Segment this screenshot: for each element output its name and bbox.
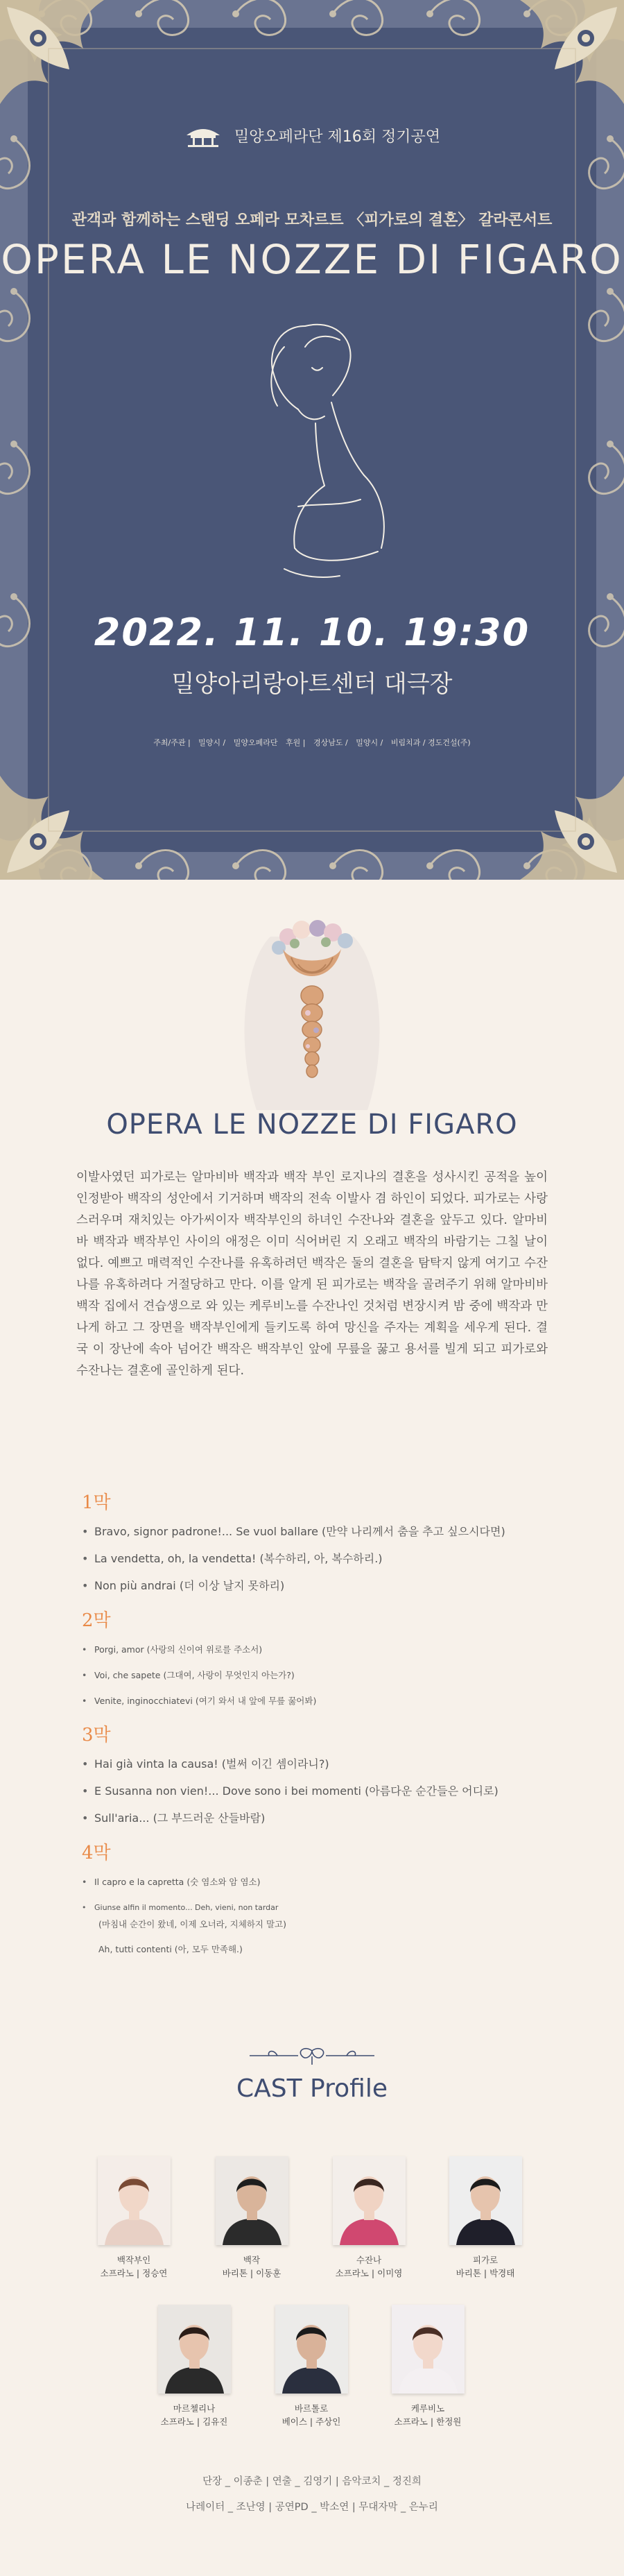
cast-name: 소프라노 | 한정원 <box>394 2416 462 2427</box>
song-item: Ah, tutti contenti (아, 모두 만족해.) <box>98 1944 243 1954</box>
performance-venue: 밀양아리랑아트센터 대극장 <box>171 670 453 698</box>
act-3 <box>82 1721 567 1825</box>
cast-role: 백작부인 <box>116 2255 151 2265</box>
intro-title: OPERA LE NOZZE DI FIGARO <box>106 1109 518 1141</box>
sponsor-miryang-opera: 밀양오페라단 <box>233 738 278 747</box>
cast-name: 베이스 | 주상인 <box>281 2416 341 2427</box>
song-item: • Non più andrai (더 이상 날지 못하리) <box>82 1579 567 1593</box>
cast-name: 바리톤 | 박경태 <box>456 2268 515 2278</box>
cast-name: 소프라노 | 김유진 <box>160 2416 228 2427</box>
cast-photo <box>392 2305 465 2394</box>
song-item: • La vendetta, oh, la vendetta! (복수하리, 아, 복수하리.) <box>82 1552 567 1566</box>
song-item: • Giunse alfin il momento... Deh, vieni, non tardar <box>82 1901 567 1915</box>
cast-role: 케루비노 <box>410 2403 445 2414</box>
synopsis-text: 이발사였던 피가로는 알마비바 백작과 백작 부인 로지나의 결혼을 성사시킨 공적을 높이 인정받아 백작의 성안에서 기거하며 백작의 전속 이발사 겸 하인이 되었다. 피가로는 사랑스러우며 재치있는 아가씨이자 백작부인의 하녀인 수잔나와 결혼을 앞두고 있다. 알마비바 백작과 백작부인 사이의 애정은 이미 식어버린 지 오래고 백작의 바람기는 그칠 날이 없다. 예쁘고 매력적인 수잔나를 유혹하려던 백작은 둘의 결혼을 탐탁지 않게 여기고 수잔나를 유혹하려다 거절당하고 만다. 이를 알게 된 피가로는 백작을 골려주기 위해 알마비바 백작 집에서 견습생으로 와 있는 케루비노를 수잔나인 것처럼 변장시켜 밤 중에 백작과 만나게 하고 그 장면을 백작부인에게 들키도록 하여 망신을 주자는 계획을 세우게 된다. 결국 이 장난에 속아 넘어간 백작은 백작부인 앞에 무릎을 꿇고 용서를 빌게 되고 피가로와 수잔나는 결혼에 골인하게 된다. <box>76 1170 548 1378</box>
cast-role: 피가로 <box>472 2255 499 2265</box>
cast-role: 백작 <box>243 2255 261 2265</box>
cast-photo <box>98 2156 171 2245</box>
lady-line-drawing <box>201 298 430 590</box>
sponsor-line <box>0 737 624 748</box>
cast-name: 소프라노 | 정승연 <box>100 2268 168 2278</box>
sponsor-gyeongnam: 경상남도 / <box>313 738 348 747</box>
sponsor-miryang-city-2: 밀양시 / <box>356 738 383 747</box>
song-item: • Sull'aria... (그 부드러운 산들바람) <box>82 1811 567 1825</box>
bride-illustration <box>229 909 395 1117</box>
sponsor-miryang-city: 밀양시 / <box>198 738 226 747</box>
song-item: • Bravo, signor padrone!... Se vuol ballare (만약 나리께서 춤을 추고 싶으시다면) <box>82 1525 567 1539</box>
cast-name: 소프라노 | 이미영 <box>335 2268 403 2278</box>
song-item: • Il capro e la capretta (숫 염소와 암 염소) <box>82 1875 567 1889</box>
cast-photo <box>158 2305 231 2394</box>
act-1 <box>82 1488 567 1593</box>
performance-date: 2022. 11. 10. 19:30 <box>94 611 530 654</box>
cast-card <box>96 2156 172 2280</box>
sponsor-support-label: 후원 | <box>286 738 306 747</box>
act-title: 3막 <box>82 1725 111 1746</box>
act-list <box>82 1488 567 1969</box>
cast-title: CAST Profile <box>236 2074 388 2103</box>
poster-subtitle: 관객과 함께하는 스탠딩 오페라 모차르트 〈피가로의 결혼〉 갈라콘서트 <box>71 212 553 229</box>
organizer-logo-row <box>0 121 624 149</box>
cast-role: 수잔나 <box>356 2255 382 2265</box>
song-item: • Voi, che sapete (그대여, 사랑이 무엇인지 아는가?) <box>82 1669 567 1682</box>
act-title: 4막 <box>82 1843 111 1863</box>
organizer-title: 밀양오페라단 제16회 정기공연 <box>234 128 441 146</box>
pavilion-logo-icon <box>184 121 223 149</box>
act-title: 2막 <box>82 1610 111 1631</box>
cast-card <box>447 2156 523 2280</box>
sponsor-others: 비림치과 / 경도건설(주) <box>390 738 471 747</box>
credit-line-1: 단장 _ 이종춘 | 연출 _ 김영기 | 음악코치 _ 정진희 <box>202 2476 422 2487</box>
cast-name: 바리톤 | 이동훈 <box>222 2268 281 2278</box>
cast-photo <box>333 2156 406 2245</box>
song-item: • Venite, inginocchiatevi (여기 와서 내 앞에 무릎 꿇어봐) <box>82 1694 567 1708</box>
credit-line-2: 나레이터 _ 조난영 | 공연PD _ 박소연 | 무대자막 _ 은누리 <box>186 2502 438 2513</box>
sponsor-host-label: 주최/주관 | <box>153 738 191 747</box>
cast-photo <box>216 2156 288 2245</box>
poster-title: OPERA LE NOZZE DI FIGARO <box>1 236 623 283</box>
cast-photo <box>275 2305 348 2394</box>
song-item: • Hai già vinta la causa! (벌써 이긴 셈이라니?) <box>82 1757 567 1771</box>
cast-card <box>273 2305 349 2428</box>
poster-section <box>0 0 624 880</box>
song-item: • Porgi, amor (사랑의 신이여 위로를 주소서) <box>82 1643 567 1657</box>
act-title: 1막 <box>82 1492 111 1513</box>
cast-role: 마르첼리나 <box>173 2403 216 2414</box>
song-item: • E Susanna non vien!... Dove sono i bei momenti (아름다운 순간들은 어디로) <box>82 1784 567 1798</box>
cast-card <box>331 2156 407 2280</box>
cast-card <box>156 2305 232 2428</box>
song-item: (마침내 순간이 왔네, 이제 오너라, 지체하지 말고) <box>98 1919 286 1929</box>
cast-photo <box>449 2156 522 2245</box>
cast-card <box>214 2156 290 2280</box>
divider-ornament <box>243 2045 381 2066</box>
act-4 <box>82 1839 567 1956</box>
cast-card <box>390 2305 466 2428</box>
cast-role: 바르톨로 <box>294 2403 329 2414</box>
act-2 <box>82 1606 567 1708</box>
